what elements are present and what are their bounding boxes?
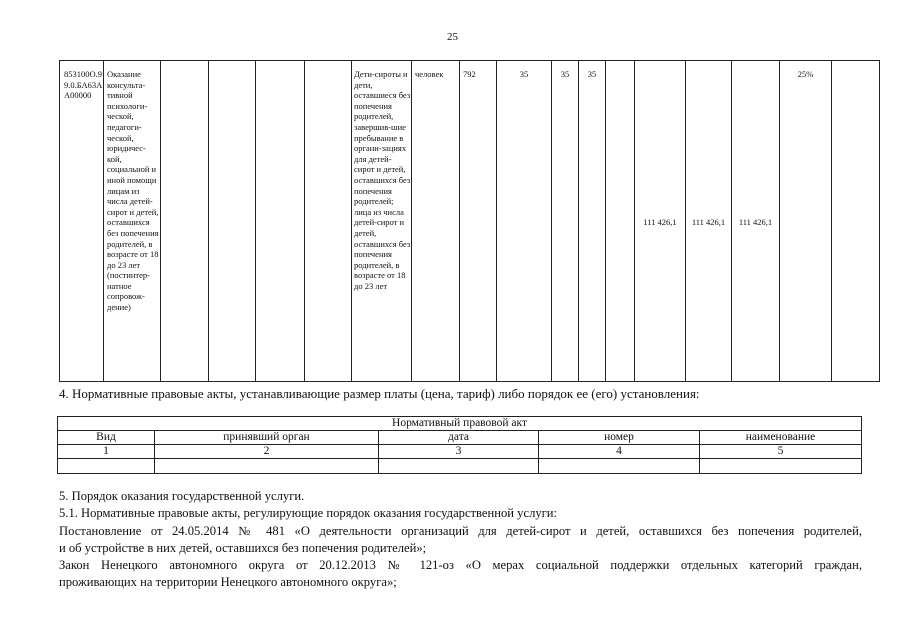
section-4-heading: 4. Нормативные правовые акты, устанавливающие размер платы (цена, тариф) либо порядок ее (его) установления:	[59, 386, 700, 401]
service-indicators-table	[59, 60, 880, 382]
unit-cell: человек	[412, 61, 460, 382]
fee-acts-table	[57, 416, 862, 474]
table-header-row	[58, 431, 862, 445]
column-header-title: наименование	[700, 431, 862, 445]
empty-cell	[155, 459, 379, 474]
legal-act-2-line-2: проживающих на территории Ненецкого автономного округа»;	[59, 575, 397, 590]
column-number: 2	[155, 445, 379, 459]
column-header-type: Вид	[58, 431, 155, 445]
fee-year-3-cell: 111 426,1	[732, 61, 780, 382]
okei-code-cell: 792	[460, 61, 497, 382]
empty-cell	[379, 459, 539, 474]
table-row	[58, 459, 862, 474]
empty-cell	[539, 459, 700, 474]
legal-act-1-line-1: Постановление от 24.05.2014 № 481 «О деятельности организаций для детей-сирот и детей, оставшихся без попечения родителей,	[59, 523, 862, 538]
deviation-percent-cell: 25%	[780, 61, 832, 382]
volume-year-3-cell: 35	[579, 61, 606, 382]
volume-year-1-cell: 35	[497, 61, 552, 382]
deviation-value-cell	[832, 61, 880, 382]
table-title: Нормативный правовой акт	[58, 417, 862, 431]
fee-year-1-cell: 111 426,1	[635, 61, 686, 382]
empty-cell	[161, 61, 209, 382]
legal-act-1-line-2: и об устройстве в них детей, оставшихся без попечения родителей»;	[59, 540, 427, 555]
empty-cell	[305, 61, 352, 382]
table-row	[60, 61, 880, 382]
table-header-row	[58, 417, 862, 431]
page-number: 25	[447, 31, 458, 43]
column-header-authority: принявший орган	[155, 431, 379, 445]
column-header-number: номер	[539, 431, 700, 445]
table-row	[58, 445, 862, 459]
section-5	[59, 488, 862, 592]
section-5-heading: 5. Порядок оказания государственной услуги.	[59, 489, 305, 503]
section-5-1-heading: 5.1. Нормативные правовые акты, регулирующие порядок оказания государственной услуги:	[59, 506, 558, 521]
empty-cell	[58, 459, 155, 474]
column-number: 1	[58, 445, 155, 459]
empty-cell	[256, 61, 305, 382]
column-number: 4	[539, 445, 700, 459]
service-name-cell: Оказание консульта-тивной психологи-ческой, педагоги-ческой, юридичес-кой, социальной и иной помощи лицам из числа детей-сирот и детей, оставшихся без попечения родителей, в возрасте от 18 до 23 лет (постинтер-натное сопровож-дение)	[104, 61, 161, 382]
column-header-date: дата	[379, 431, 539, 445]
empty-cell	[209, 61, 256, 382]
recipient-category-cell: Дети-сироты и дети, оставшиеся без попечения родителей, завершив-шие пребывание в органи-зациях для детей-сирот и детей, оставшихся без попечения родителей; лица из числа детей-сирот и детей, оставшихся без попечения родителей, в возрасте от 18 до 23 лет	[352, 61, 412, 382]
column-number: 3	[379, 445, 539, 459]
empty-cell	[606, 61, 635, 382]
empty-cell	[700, 459, 862, 474]
fee-year-2-cell: 111 426,1	[686, 61, 732, 382]
column-number: 5	[700, 445, 862, 459]
registry-code-cell: 853100О.99.0.БА63АА00000	[60, 61, 104, 382]
volume-year-2-cell: 35	[552, 61, 579, 382]
legal-act-2-line-1: Закон Ненецкого автономного округа от 20.12.2013 № 121-оз «О мерах социальной поддержки отдельных категорий граждан,	[59, 558, 862, 573]
